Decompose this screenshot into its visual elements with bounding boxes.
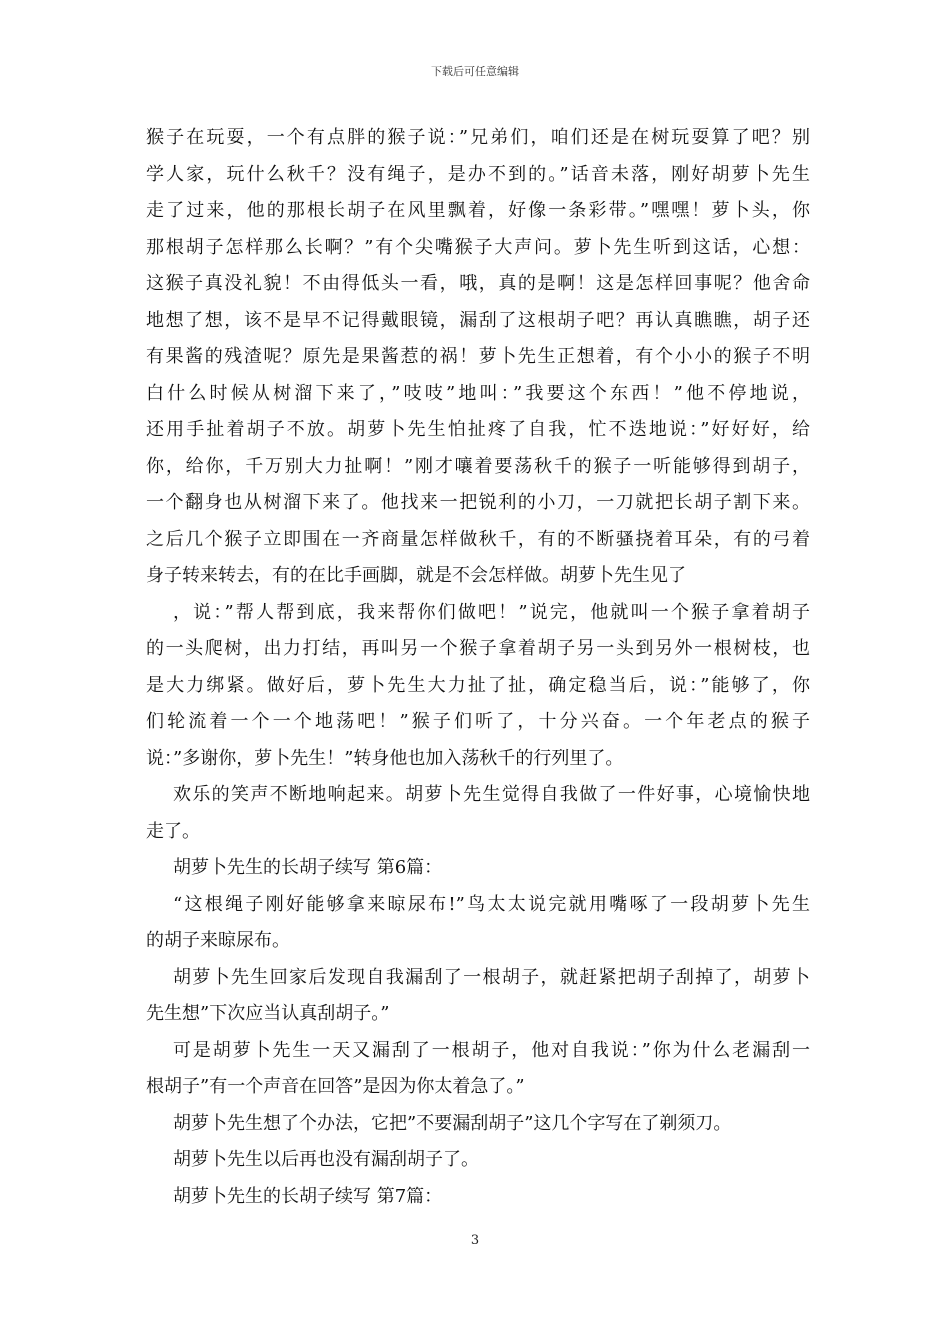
text-line: ，说：”帮人帮到底，我来帮你们做吧！”说完，他就叫一个猴子拿着胡子 bbox=[173, 601, 810, 623]
paragraph-line: 胡萝卜先生以后再也没有漏刮胡子了。 bbox=[173, 1149, 479, 1170]
text-line: 先生想”下次应当认真刮胡子。” bbox=[146, 1003, 390, 1024]
text-line: 说：”多谢你，萝卜先生！”转身他也加入荡秋千的行列里了。 bbox=[146, 747, 624, 769]
text-line: 地想了想，该不是早不记得戴眼镜，漏刮了这根胡子吧？再认真瞧瞧，胡子还 bbox=[146, 309, 810, 331]
paragraph-line: 胡萝卜先生回家后发现自我漏刮了一根胡子，就赶紧把胡子刮掉了，胡萝卜 bbox=[173, 966, 810, 988]
text-line: 走了过来，他的那根长胡子在风里飘着，好像一条彩带。”嘿嘿！萝卜头，你 bbox=[146, 200, 810, 221]
text-line: 一个翻身也从树溜下来了。他找来一把锐利的小刀，一刀就把长胡子割下来。 bbox=[146, 492, 810, 513]
text-line: 有果酱的残渣呢？原先是果酱惹的祸！萝卜先生正想着，有个小小的猴子不明 bbox=[146, 346, 810, 367]
paragraph-line: 胡萝卜先生想了个办法，它把”不要漏刮胡子”这几个字写在了剃须刀。 bbox=[173, 1112, 732, 1134]
page-number: 3 bbox=[470, 1233, 480, 1248]
text-line: 身子转来转去，有的在比手画脚，就是不会怎样做。胡萝卜先生见了 bbox=[146, 565, 686, 586]
text-line: 那根胡子怎样那么长啊？”有个尖嘴猴子大声问。萝卜先生听到这话，心想： bbox=[146, 236, 810, 258]
section-heading: 胡萝卜先生的长胡子续写 第6篇： bbox=[173, 857, 443, 878]
paragraph-line: 可是胡萝卜先生一天又漏刮了一根胡子，他对自我说：”你为什么老漏刮一 bbox=[173, 1039, 810, 1061]
text-line: 学人家，玩什么秋千？没有绳子，是办不到的。”话音未落，刚好胡萝卜先生 bbox=[146, 163, 810, 185]
text-line: 白什么时候从树溜下来了，”吱吱”地叫：”我要这个东西！”他不停地说， bbox=[146, 382, 810, 404]
section-heading: 胡萝卜先生的长胡子续写 第7篇： bbox=[173, 1185, 443, 1207]
text-line: 根胡子”有一个声音在回答”是因为你太着急了。” bbox=[146, 1076, 525, 1097]
text-line: 还用手扯着胡子不放。胡萝卜先生怕扯疼了自我，忙不迭地说：”好好好，给 bbox=[146, 419, 810, 440]
document-body bbox=[146, 120, 810, 1215]
text-line: 之后几个猴子立即围在一齐商量怎样做秋千，有的不断骚挠着耳朵，有的弓着 bbox=[146, 528, 810, 550]
paragraph-line: 欢乐的笑声不断地响起来。胡萝卜先生觉得自我做了一件好事，心境愉快地 bbox=[173, 784, 810, 805]
text-line: 走了。 bbox=[146, 820, 200, 842]
text-line: 们轮流着一个一个地荡吧！”猴子们听了，十分兴奋。一个年老点的猴子 bbox=[146, 711, 810, 732]
paragraph-line: “这根绳子刚好能够拿来晾尿布!”鸟太太说完就用嘴啄了一段胡萝卜先生 bbox=[173, 893, 810, 915]
page-header: 下载后可任意编辑 bbox=[431, 65, 519, 78]
text-line: 这猴子真没礼貌！不由得低头一看，哦，真的是啊！这是怎样回事呢？他舍命 bbox=[146, 273, 810, 294]
text-line: 是大力绑紧。做好后，萝卜先生大力扯了扯，确定稳当后，说：”能够了，你 bbox=[146, 674, 810, 696]
text-line: 猴子在玩耍，一个有点胖的猴子说：”兄弟们，咱们还是在树玩耍算了吧？别 bbox=[146, 127, 810, 148]
text-line: 的一头爬树，出力打结，再叫另一个猴子拿着胡子另一头到另外一根树枝，也 bbox=[146, 638, 810, 659]
text-line: 的胡子来晾尿布。 bbox=[146, 930, 290, 951]
text-line: 你，给你，千万别大力扯啊！”刚才嚷着要荡秋千的猴子一听能够得到胡子， bbox=[146, 455, 810, 477]
